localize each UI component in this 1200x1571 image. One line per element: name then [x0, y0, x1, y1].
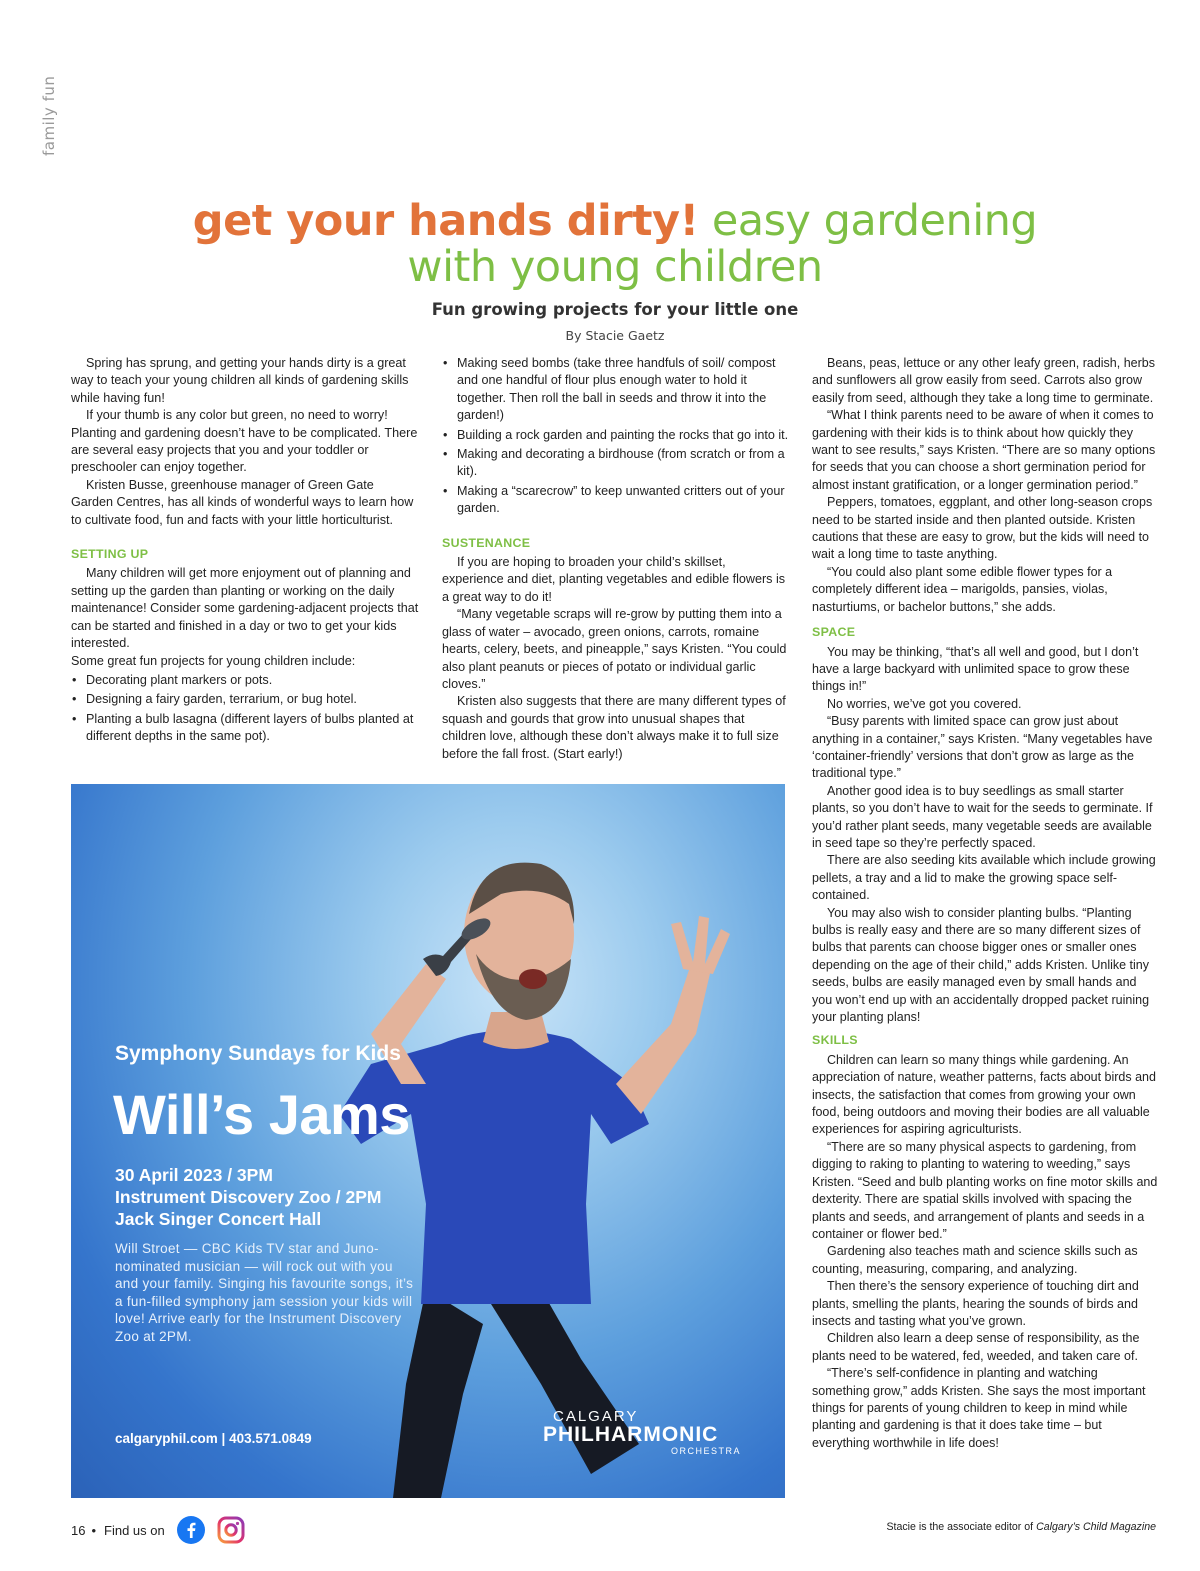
paragraph: No worries, we’ve got you covered. — [827, 696, 1022, 711]
list-item: • Designing a fairy garden, terrarium, or bug hotel. — [71, 691, 419, 708]
paragraph: You may also wish to consider planting bulbs. “Planting bulbs is really easy and there are so many different sizes of bulbs that parents can choose bigger ones or smaller ones depending on the age of their child,” adds Kristen. Unlike tiny seeds, bulbs are easily managed even by small hands and you won’t end up with an accidentally dropped packet ruining your planting plans! — [812, 905, 1150, 1025]
paragraph: Children can learn so many things while gardening. An appreciation of nature, weather patterns, facts about birds and insects, the satisfaction that comes from growing your own food, being outdoors and moving their bodies are all valuable experiences for aspiring agriculturists. — [812, 1052, 1156, 1137]
subtitle: Fun growing projects for your little one — [431, 300, 799, 319]
article-column-1 — [71, 355, 419, 748]
logo-line-3: ORCHESTRA — [671, 1446, 742, 1456]
find-us-label: Find us on — [104, 1522, 165, 1538]
paragraph: If you are hoping to broaden your child’s skillset, experience and diet, planting vegetables and edible flowers is a great way to do it! — [442, 555, 786, 604]
article-column-3 — [812, 355, 1158, 1452]
page-number: 16 — [71, 1522, 86, 1538]
paragraph: Peppers, tomatoes, eggplant, and other long-season crops need to be started inside and then planted outside. Kristen cautions that these are easy to grow, but the kids will need to wait a long time to taste anything. — [812, 495, 1153, 562]
paragraph: Kristen also suggests that there are many different types of squash and gourds that grow into unusual shapes that children love, although these don’t always make it to full size before the fall frost. (Start early!) — [442, 694, 786, 761]
logo-line-2: PHILHARMONIC — [543, 1423, 719, 1446]
paragraph: Kristen Busse, greenhouse manager of Green Gate Garden Centres, has all kinds of wonderful ways to learn how to cultivate food, fun and facts with your little horticulturist. — [71, 477, 414, 527]
paragraph: Children also learn a deep sense of responsibility, as the plants need to be watered, fed, weeded, and taken care of. — [812, 1331, 1140, 1363]
byline: By Stacie Gaetz — [565, 328, 665, 343]
section-tag — [40, 56, 68, 156]
list-item: • Planting a bulb lasagna (different layers of bulbs planted at different depths in the same pot). — [71, 711, 419, 746]
paragraph: There are also seeding kits available which include growing pellets, a tray and a lid to make the growing space self-contained. — [812, 853, 1156, 903]
paragraph: “There’s self-confidence in planting and watching something grow,” adds Kristen. She says the most important things for parents of young children to keep in mind while planting and gardening is that it does take time – but everything worthwhile in life does! — [812, 1366, 1146, 1450]
list-item: • Making a “scarecrow” to keep unwanted critters out of your garden. — [442, 483, 790, 518]
paragraph: Another good idea is to buy seedlings as small starter plants, so you don’t have to wait for the seeds to germinate. If you’d rather plant seeds, many vegetable seeds are available in seed tape so they’re perfectly spaced. — [812, 783, 1153, 850]
headline — [120, 198, 1110, 290]
paragraph: “There are so many physical aspects to gardening, from digging to raking to planting to watering to weeding,” says Kristen. “Seed and bulb planting works on fine motor skills and dexterity. There are spatial skills involved with spacing the plants and seeds, and arrangement of plants and seeds in a container or flower bed.” — [812, 1139, 1158, 1241]
list-item: • Decorating plant markers or pots. — [71, 672, 419, 689]
paragraph: “What I think parents need to be aware of when it comes to gardening with their kids is to think about how quickly they want to see results,” says Kristen. “There are so many options for seeds that you can choose a short germination period for almost instant gratification, or a longer germination period.” — [812, 408, 1156, 492]
paragraph: “Busy parents with limited space can grow just about anything in a container,” says Kristen. “Many vegetables have ‘container-friendly’ versions that don’t grow as large as the traditional type.” — [812, 714, 1153, 781]
paragraph: “You could also plant some edible flower types for a completely different idea – marigolds, pansies, violas, nasturtiums, or bachelor buttons,” she adds. — [812, 564, 1113, 614]
ad-kicker: Symphony Sundays for Kids — [115, 1042, 401, 1065]
paragraph: Then there’s the sensory experience of touching dirt and plants, smelling the plants, hearing the sounds of birds and insects and tasting what you’ve grown. — [812, 1279, 1139, 1328]
list-item: • Building a rock garden and painting the rocks that go into it. — [442, 427, 790, 444]
section-heading-space: SPACE — [812, 625, 856, 640]
headline-part1: get your hands dirty! — [192, 196, 699, 246]
ad-detail-zoo: Instrument Discovery Zoo / 2PM — [115, 1187, 382, 1207]
credit-publication: Calgary’s Child Magazine — [1036, 1521, 1156, 1533]
symphony-advertisement[interactable] — [71, 784, 785, 1498]
paragraph: Gardening also teaches math and science skills such as counting, measuring, comparing, and analyzing. — [812, 1244, 1138, 1276]
paragraph: You may be thinking, “that’s all well and good, but I don’t have a large backyard with unlimited space to grow these things in!” — [812, 644, 1139, 694]
project-list — [71, 672, 419, 746]
paragraph: Spring has sprung, and getting your hands dirty is a great way to teach your young children all kinds of gardening skills while having fun! — [71, 356, 409, 405]
section-heading-sustenance: SUSTENANCE — [442, 535, 531, 550]
ad-detail-venue: Jack Singer Concert Hall — [115, 1209, 322, 1229]
paragraph: Beans, peas, lettuce or any other leafy green, radish, herbs and sunflowers all grow easily from seed. Carrots also grow easily from seed, although they take a long time to germinate. — [812, 356, 1155, 405]
orchestra-logo — [543, 1408, 753, 1458]
ad-detail-date: 30 April 2023 / 3PM — [115, 1165, 273, 1185]
paragraph: “Many vegetable scraps will re-grow by putting them into a glass of water – avocado, green onions, carrots, romaine hearts, celery, beets, and pineapple,” says Kristen. “You could also plant peanuts or pieces of potato or individual garlic cloves.” — [442, 607, 787, 691]
paragraph: Many children will get more enjoyment out of planning and setting up the garden than planting or working on the daily maintenance! Consider some gardening-adjacent projects that can be started and finished in a day or two to get your kids interested. — [71, 566, 419, 651]
credit-text: Stacie is the associate editor of — [886, 1521, 1034, 1533]
footer-bullet: • — [91, 1522, 97, 1538]
list-item: • Making and decorating a birdhouse (from scratch or from a kit). — [442, 446, 790, 481]
paragraph: Some great fun projects for young children include: — [71, 653, 356, 668]
paragraph: If your thumb is any color but green, no need to worry! Planting and gardening doesn’t have to be complicated. There are several easy projects that you and your toddler or preschooler can enjoy together. — [71, 408, 418, 475]
ad-contact[interactable]: calgaryphil.com | 403.571.0849 — [115, 1431, 312, 1446]
instagram-icon[interactable] — [217, 1516, 245, 1544]
ad-event-details — [115, 1164, 381, 1230]
project-list-continued — [442, 355, 790, 518]
page-footer — [71, 1515, 245, 1545]
headline-part3: with young children — [407, 242, 823, 292]
logo-line-1: CALGARY — [553, 1408, 639, 1425]
section-tag-label: family fun — [40, 75, 58, 156]
article-column-2 — [442, 355, 790, 763]
author-credit — [800, 1521, 1156, 1533]
facebook-icon[interactable] — [177, 1516, 205, 1544]
section-heading-setting-up: SETTING UP — [71, 547, 149, 562]
section-heading-skills: SKILLS — [812, 1033, 858, 1048]
headline-part2: easy gardening — [711, 196, 1038, 246]
ad-blurb: Will Stroet — CBC Kids TV star and Juno-nominated musician — will rock out with you and your family. Singing his favourite songs, it’s a fun-filled symphony jam session your kids will love! Arrive early for the Instrument Discovery Zoo at 2PM. — [115, 1241, 414, 1344]
ad-title: Will’s Jams — [113, 1083, 410, 1146]
list-item: • Making seed bombs (take three handfuls of soil/ compost and one handful of flour plus enough water to hold it together. Then roll the ball in seeds and throw it into the garden!) — [442, 355, 790, 425]
